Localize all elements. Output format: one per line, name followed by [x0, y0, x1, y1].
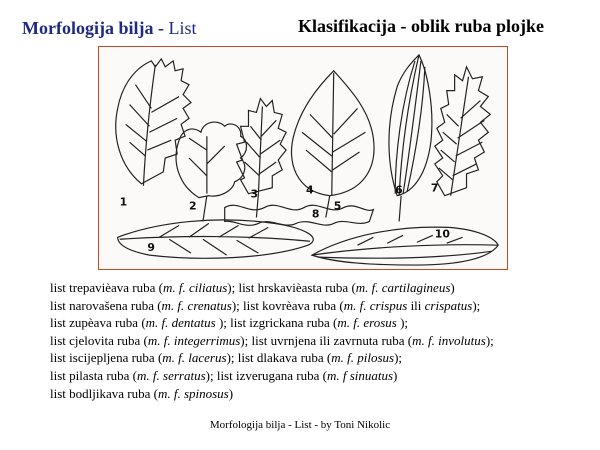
latin-term: m. f. crenatus: [161, 297, 232, 313]
leaf-number-7: 7: [430, 181, 439, 195]
latin-term: m. f. crispus: [343, 297, 408, 313]
leaf-number-9: 9: [147, 241, 155, 255]
description-text: list iscijepljena ruba (: [50, 350, 163, 366]
description-line: [50, 314, 595, 332]
leaf-number-10: 10: [434, 227, 450, 241]
latin-term: m. f. integerrimus: [147, 332, 241, 348]
description-line: [50, 385, 595, 403]
section-title-sub: List: [168, 18, 197, 38]
description-line: [50, 367, 595, 385]
leaf-number-4: 4: [305, 183, 314, 197]
latin-term: m. f sinuatus: [326, 367, 394, 383]
description-line: [50, 297, 595, 315]
slide-title: Klasifikacija - oblik ruba plojke: [298, 16, 545, 36]
latin-term: m. f. lacerus: [162, 350, 227, 366]
latin-term: m. f. involutus: [412, 332, 486, 348]
leaf-2-petiole: [203, 196, 207, 222]
description-text: );: [396, 315, 409, 331]
leaf-6-outline: [435, 67, 491, 196]
description-line: [50, 332, 595, 350]
leaf-number-5: 5: [333, 199, 342, 213]
latin-term: m. f. spinosus: [157, 385, 229, 401]
description-text: );: [394, 350, 403, 366]
description-text: ); list hrskavièasta ruba (: [227, 280, 356, 295]
footer-text: Morfologija bilja - List - by Toni Nikolic: [209, 419, 391, 431]
leaf-margin-figure: [98, 46, 508, 270]
description-text: ): [393, 367, 398, 383]
description-text: ); list dlakava ruba (: [226, 350, 332, 366]
leaf-margin-illustration: [99, 47, 507, 269]
leaf-3-outline: [237, 99, 287, 194]
description-text: ili: [407, 297, 425, 313]
description-text: list cjelovita ruba (: [50, 332, 148, 348]
description-text: ): [450, 280, 455, 295]
latin-term: m. f. erosus: [337, 315, 397, 331]
latin-term: m. f. cartilagineus: [355, 280, 451, 295]
leaf-number-6: 6: [395, 183, 403, 197]
latin-term: m. f. dentatus: [145, 315, 216, 331]
description-list: [50, 279, 595, 402]
leaf-number-1: 1: [119, 195, 128, 209]
latin-term: crispatus: [424, 297, 473, 313]
leaf-number-3: 3: [250, 187, 259, 201]
latin-term: m. f. pilosus: [331, 350, 395, 366]
leaf-5-petiole: [399, 196, 401, 222]
description-text: ); list izgrickana ruba (: [215, 315, 338, 331]
leaf-number-8: 8: [311, 207, 320, 221]
section-title-separator: -: [153, 18, 169, 38]
description-text: ): [228, 385, 234, 401]
description-text: );: [472, 297, 481, 313]
description-text: ); list uvrnjena ili zavrnuta ruba (: [240, 332, 413, 348]
leaf-1-midrib: [143, 65, 155, 186]
latin-term: m. f. serratus: [137, 367, 206, 383]
description-text: ); list izverugana ruba (: [205, 367, 327, 383]
leaf-4-petiole: [326, 196, 330, 218]
description-text: list bodljikava ruba (: [50, 385, 158, 401]
latin-term: m. f. ciliatus: [162, 280, 228, 295]
section-title: [22, 18, 197, 39]
section-title-main: Morfologija bilja: [22, 18, 154, 38]
description-text: list narovašena ruba (: [50, 297, 162, 313]
description-line: [50, 349, 595, 367]
description-text: );: [485, 332, 494, 348]
description-text: list trepavièava ruba (: [50, 280, 163, 295]
description-line: [50, 279, 595, 297]
leaf-number-2: 2: [189, 199, 197, 213]
leaf-8-outline: [225, 205, 374, 225]
description-text: ); list kovrèava ruba (: [231, 297, 344, 313]
description-text: list pilasta ruba (: [50, 367, 138, 383]
description-text: list zupèava ruba (: [50, 315, 146, 331]
